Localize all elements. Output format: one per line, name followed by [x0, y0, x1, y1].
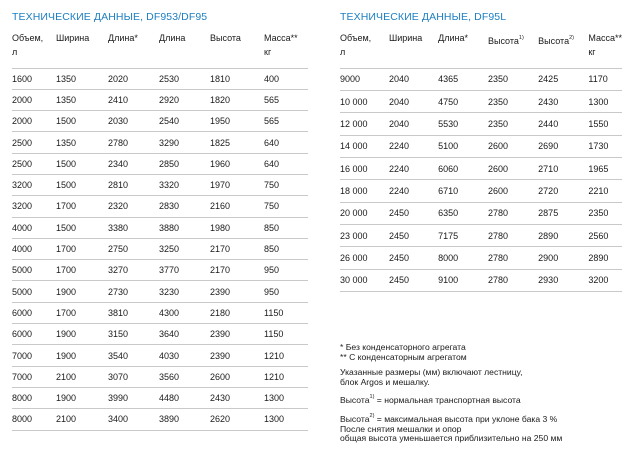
table-cell: 4000	[12, 217, 56, 238]
table-cell: 3290	[159, 132, 210, 153]
table-cell: 2320	[108, 196, 159, 217]
column-header	[159, 31, 210, 68]
table-cell: 2040	[389, 113, 438, 135]
table-cell: 2690	[538, 135, 588, 157]
column-header-line-2: кг	[264, 47, 272, 57]
column-header	[12, 31, 56, 68]
footnote-height-1	[340, 393, 630, 406]
table-cell: 4300	[159, 302, 210, 323]
table-cell: 5000	[12, 260, 56, 281]
table-cell: 3890	[159, 409, 210, 430]
table-cell: 1980	[210, 217, 264, 238]
table-row	[12, 302, 308, 323]
table-cell: 2170	[210, 260, 264, 281]
table-cell: 23 000	[340, 224, 389, 246]
table-cell: 1210	[264, 345, 308, 366]
table-row	[12, 196, 308, 217]
table-cell: 2040	[389, 68, 438, 90]
table-cell: 1350	[56, 89, 108, 110]
column-header-line-1: Масса**	[588, 33, 622, 43]
column-header-footnote-mark: 1)	[518, 35, 524, 41]
column-header-line-2: Длина*	[438, 33, 468, 43]
footnote-height-2	[340, 412, 630, 425]
column-header-line-1: Масса**	[264, 33, 298, 43]
table-cell: 2350	[488, 113, 538, 135]
footnote-with-condenser: ** С конденсаторным агрегатом	[340, 351, 467, 362]
table-cell: 2600	[488, 157, 538, 179]
column-header	[389, 31, 438, 68]
table-row	[12, 366, 308, 387]
table-cell: 2850	[159, 153, 210, 174]
table-cell: 1500	[56, 153, 108, 174]
table-cell: 2240	[389, 135, 438, 157]
footnote-height-2-text: = максимальная высота при уклоне бака 3 %	[374, 413, 558, 424]
table-cell: 2425	[538, 68, 588, 90]
table-cell: 2450	[389, 247, 438, 269]
table-row	[12, 174, 308, 195]
table-cell: 20 000	[340, 202, 389, 224]
table-row	[340, 247, 622, 269]
table-row	[12, 345, 308, 366]
table-cell: 2540	[159, 111, 210, 132]
table-row	[340, 113, 622, 135]
table-row	[12, 387, 308, 408]
table-cell: 2350	[588, 202, 622, 224]
table-cell: 1350	[56, 132, 108, 153]
table-cell: 7175	[438, 224, 488, 246]
table-cell: 1350	[56, 68, 108, 89]
table-cell: 3810	[108, 302, 159, 323]
table-row	[340, 157, 622, 179]
table-cell: 2430	[538, 90, 588, 112]
table-row	[12, 409, 308, 430]
footnote-without-condenser: * Без конденсаторного агрегата	[340, 342, 466, 352]
table-cell: 2500	[12, 153, 56, 174]
footnote-remove-mixer-1: После снятия мешалки и опор	[340, 423, 462, 434]
table-cell: 2830	[159, 196, 210, 217]
table-row	[12, 324, 308, 345]
table-cell: 10 000	[340, 90, 389, 112]
table-cell: 3200	[12, 196, 56, 217]
table-row	[12, 132, 308, 153]
table-cell: 2240	[389, 180, 438, 202]
table-cell: 1700	[56, 260, 108, 281]
table-cell: 8000	[12, 409, 56, 430]
table-row	[12, 281, 308, 302]
table-cell: 2750	[108, 238, 159, 259]
table-cell: 2620	[210, 409, 264, 430]
table-cell: 6060	[438, 157, 488, 179]
table-row	[12, 68, 308, 89]
table-cell: 750	[264, 196, 308, 217]
table-cell: 5530	[438, 113, 488, 135]
table-cell: 1600	[12, 68, 56, 89]
table-cell: 1900	[56, 387, 108, 408]
table-cell: 3560	[159, 366, 210, 387]
table-cell: 2920	[159, 89, 210, 110]
column-header-line-2: Длина*	[108, 33, 138, 43]
table-cell: 2040	[389, 90, 438, 112]
table-row	[12, 111, 308, 132]
table-cell: 5100	[438, 135, 488, 157]
column-header	[538, 31, 588, 68]
table-cell: 1500	[56, 111, 108, 132]
table-cell: 2100	[56, 366, 108, 387]
table-cell: 2160	[210, 196, 264, 217]
column-header-line-1: Объем,	[12, 33, 44, 43]
table-cell: 2780	[108, 132, 159, 153]
table-cell: 2890	[538, 224, 588, 246]
table-cell: 1210	[264, 366, 308, 387]
table-cell: 750	[264, 174, 308, 195]
column-header	[588, 31, 622, 68]
column-header	[264, 31, 308, 68]
table-cell: 14 000	[340, 135, 389, 157]
footnote-height-2-sup: 2)	[369, 412, 375, 419]
table-cell: 3070	[108, 366, 159, 387]
table-cell: 2730	[108, 281, 159, 302]
table-cell: 2930	[538, 269, 588, 291]
table-cell: 2180	[210, 302, 264, 323]
column-header-line-2: л	[12, 47, 18, 57]
table-cell: 2810	[108, 174, 159, 195]
table-cell: 6000	[12, 324, 56, 345]
table-cell: 3990	[108, 387, 159, 408]
column-header	[438, 31, 488, 68]
left-table-body	[12, 68, 308, 430]
table-cell: 2560	[588, 224, 622, 246]
column-header	[56, 31, 108, 68]
table-row	[340, 68, 622, 90]
table-cell: 3200	[588, 269, 622, 291]
column-header-line-2: Ширина	[56, 33, 90, 43]
table-cell: 2240	[389, 157, 438, 179]
left-table-title: ТЕХНИЧЕСКИЕ ДАННЫЕ, DF953/DF95	[12, 11, 208, 23]
table-row	[12, 260, 308, 281]
table-cell: 1900	[56, 345, 108, 366]
footnote-height-1-sup: 1)	[369, 394, 375, 401]
table-cell: 640	[264, 132, 308, 153]
table-row	[12, 153, 308, 174]
table-cell: 1700	[56, 238, 108, 259]
table-cell: 2390	[210, 281, 264, 302]
table-cell: 6000	[12, 302, 56, 323]
table-cell: 7000	[12, 345, 56, 366]
table-cell: 4750	[438, 90, 488, 112]
right-table-body	[340, 68, 622, 291]
table-cell: 400	[264, 68, 308, 89]
table-cell: 3250	[159, 238, 210, 259]
table-cell: 3770	[159, 260, 210, 281]
table-cell: 2780	[488, 202, 538, 224]
table-cell: 30 000	[340, 269, 389, 291]
table-cell: 26 000	[340, 247, 389, 269]
table-cell: 3380	[108, 217, 159, 238]
table-cell: 3200	[12, 174, 56, 195]
table-cell: 2720	[538, 180, 588, 202]
table-cell: 2410	[108, 89, 159, 110]
table-cell: 1500	[56, 174, 108, 195]
table-row	[340, 202, 622, 224]
table-cell: 1150	[264, 302, 308, 323]
table-cell: 2340	[108, 153, 159, 174]
table-cell: 2440	[538, 113, 588, 135]
table-cell: 1730	[588, 135, 622, 157]
table-cell: 6350	[438, 202, 488, 224]
table-cell: 1960	[210, 153, 264, 174]
table-cell: 2530	[159, 68, 210, 89]
table-cell: 1170	[588, 68, 622, 90]
table-cell: 950	[264, 281, 308, 302]
table-cell: 3270	[108, 260, 159, 281]
table-cell: 1900	[56, 281, 108, 302]
table-cell: 2890	[588, 247, 622, 269]
table-row	[12, 89, 308, 110]
table-cell: 2780	[488, 224, 538, 246]
table-cell: 850	[264, 217, 308, 238]
table-cell: 8000	[12, 387, 56, 408]
column-header	[340, 31, 389, 68]
table-cell: 4365	[438, 68, 488, 90]
table-cell: 640	[264, 153, 308, 174]
table-row	[12, 217, 308, 238]
column-header-line-2: Длина	[159, 33, 186, 43]
table-cell: 2030	[108, 111, 159, 132]
table-cell: 1825	[210, 132, 264, 153]
table-row	[340, 180, 622, 202]
column-header-footnote-mark: 2)	[569, 35, 574, 41]
table-cell: 2600	[210, 366, 264, 387]
table-cell: 1150	[264, 324, 308, 345]
table-cell: 1700	[56, 196, 108, 217]
column-header-line-2: Высота	[210, 33, 241, 43]
table-cell: 2390	[210, 324, 264, 345]
right-header-row	[340, 31, 622, 68]
table-row	[340, 269, 622, 291]
table-cell: 2600	[488, 135, 538, 157]
table-cell: 1820	[210, 89, 264, 110]
table-cell: 3880	[159, 217, 210, 238]
table-row	[340, 90, 622, 112]
table-row	[340, 135, 622, 157]
column-header-line-2: Высота	[487, 36, 519, 46]
table-cell: 5000	[12, 281, 56, 302]
table-cell: 6710	[438, 180, 488, 202]
table-cell: 1950	[210, 111, 264, 132]
table-cell: 3640	[159, 324, 210, 345]
table-cell: 2450	[389, 224, 438, 246]
table-cell: 8000	[438, 247, 488, 269]
table-cell: 2100	[56, 409, 108, 430]
table-cell: 7000	[12, 366, 56, 387]
right-table-title: ТЕХНИЧЕСКИЕ ДАННЫЕ, DF95L	[340, 11, 507, 23]
table-cell: 2875	[538, 202, 588, 224]
table-cell: 4030	[159, 345, 210, 366]
table-cell: 18 000	[340, 180, 389, 202]
right-spec-table	[340, 31, 622, 292]
table-cell: 3400	[108, 409, 159, 430]
table-cell: 2780	[488, 247, 538, 269]
table-cell: 1300	[588, 90, 622, 112]
table-cell: 565	[264, 111, 308, 132]
table-cell: 565	[264, 89, 308, 110]
table-cell: 12 000	[340, 113, 389, 135]
left-header-row	[12, 31, 308, 68]
table-cell: 1970	[210, 174, 264, 195]
table-cell: 2000	[12, 89, 56, 110]
table-cell: 2390	[210, 345, 264, 366]
table-cell: 1300	[264, 387, 308, 408]
footnote-remove-mixer-2: общая высота уменьшается приблизительно на 250 мм	[340, 433, 563, 444]
table-cell: 2710	[538, 157, 588, 179]
table-cell: 1700	[56, 302, 108, 323]
footnote-dimensions-2: блок Argos и мешалку.	[340, 376, 430, 387]
table-cell: 1550	[588, 113, 622, 135]
table-cell: 4000	[12, 238, 56, 259]
column-header-line-2: л	[340, 47, 346, 57]
table-cell: 9000	[340, 68, 389, 90]
footnote-height-1-text: = нормальная транспортная высота	[374, 395, 521, 406]
column-header-line-2: Ширина	[389, 33, 423, 43]
table-cell: 16 000	[340, 157, 389, 179]
table-cell: 2170	[210, 238, 264, 259]
column-header	[210, 31, 264, 68]
table-cell: 3150	[108, 324, 159, 345]
table-cell: 3320	[159, 174, 210, 195]
footnote-height-2-label: Высота	[340, 413, 370, 424]
column-header	[488, 31, 538, 68]
table-cell: 850	[264, 238, 308, 259]
table-cell: 2210	[588, 180, 622, 202]
table-cell: 2430	[210, 387, 264, 408]
column-header	[108, 31, 159, 68]
table-cell: 2500	[12, 132, 56, 153]
table-cell: 2780	[488, 269, 538, 291]
table-row	[340, 224, 622, 246]
table-cell: 2600	[488, 180, 538, 202]
table-cell: 2000	[12, 111, 56, 132]
table-cell: 3230	[159, 281, 210, 302]
footnote-dimensions-1: Указанные размеры (мм) включают лестницу,	[340, 367, 523, 378]
table-cell: 9100	[438, 269, 488, 291]
table-cell: 1300	[264, 409, 308, 430]
table-cell: 1810	[210, 68, 264, 89]
column-header-line-1: Объем,	[340, 33, 372, 43]
column-header-line-2: Высота	[538, 36, 570, 46]
footnote-height-1-label: Высота	[340, 395, 370, 406]
table-row	[12, 238, 308, 259]
table-cell: 2350	[488, 90, 538, 112]
footnotes	[340, 343, 630, 444]
table-cell: 1900	[56, 324, 108, 345]
table-cell: 2450	[389, 202, 438, 224]
column-header-line-2: кг	[588, 47, 596, 57]
table-cell: 2020	[108, 68, 159, 89]
table-cell: 2900	[538, 247, 588, 269]
table-cell: 950	[264, 260, 308, 281]
table-cell: 4480	[159, 387, 210, 408]
table-cell: 1965	[588, 157, 622, 179]
left-spec-table	[12, 31, 308, 431]
table-cell: 3540	[108, 345, 159, 366]
table-cell: 2350	[488, 68, 538, 90]
table-cell: 1500	[56, 217, 108, 238]
table-cell: 2450	[389, 269, 438, 291]
